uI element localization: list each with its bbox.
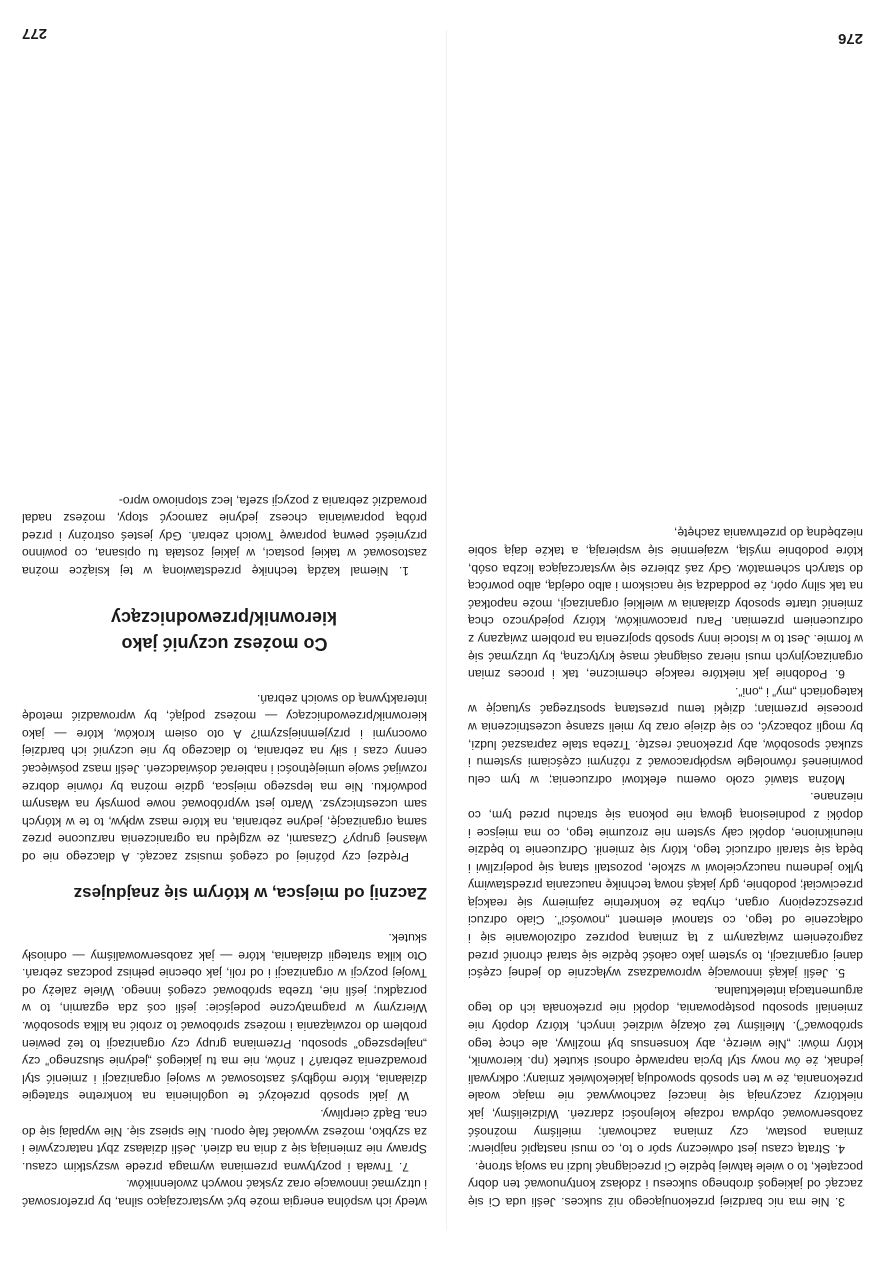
paragraph: W jaki sposób przełożyć te uogólnienia na konkretne strategie działania, które mógłbyś zastosować w swojej organizacji i zmienić styl prowadzenia zebrań? I znów, nie ma tu jakiegoś „jedynie słusznego” czy „najlepszego” sposobu. Przemiana grupy czy organizacji to też pewien problem do rozwiązania i możesz spróbować to zrobić na kilka sposobów. Wierzymy w pragmatyczne podejście: jeśli coś zda egzamin, to w porządku; jeśli nie, trzeba spróbować czegoś innego. Wiele zależy od Twojej pozycji w organizacji i od roli, jak obecnie pełnisz podczas zebrań. Oto kilka strategii działania, które — jak zaobserwowaliśmy — odniosły skutek. [22, 931, 427, 1104]
section-heading: Co możesz uczynić jako kierownik/przewodniczący [110, 607, 337, 654]
paragraph: 1. Niemal każdą technikę przedstawioną w tej książce można zastosować w takiej postaci, w jakiej została tu opisana, co powinno przynieść pewną poprawę Twoich zebrań. Gdy jesteś ostrożny i przed próbą poprawiania chcesz jedynie zamocyć stopy, możesz nadal prowadzić zebrania z pozycji szefa, lecz stopniowo wpro- [22, 493, 427, 578]
paragraph: 3. Nie ma nic bardziej przekonującego niż sukces. Jeśli uda Ci się zacząć od jakiegoś drobnego sukcesu i zdołasz kontynuować ten dobry początek, to o wiele łatwiej będzie Ci przeciągnąć ludzi na swoją stronę. [468, 1159, 863, 1209]
paragraph: 5. Jeśli jakąś innowację wprowadzasz wyłącznie do jednej części danej organizacji, to system jako całość będzie się starał chronić przed zagrożeniem związanym z tą zmianą poprzez odizolowanie się i odłączenie od tego, co stanowi element „nowości”. Ciało odrzuci przeszczepiony organ, chyba że konkretnie zajmiemy się reakcją przeciwciał; podobnie, gdy jakąś nową technikę nauczania przedstawimy tylko jednemu nauczycielowi w szkole, pozostali staną się podejrzliwi i będą się starali odrzucić tego, który się zmienił. Odrzucenie to będzie nieuniknione, dopóki cały system nie zrozumie tego, co ma miejsce i dopóki z podniesioną głową nie pokona się strachu przed tym, co nieznane. [468, 790, 863, 981]
paragraph: 4. Stratą czasu jest odwieczny spór o to, co musi nastąpić najpierw: zmiana postaw, czy zmiana zachowań; mieliśmy możność zaobserwować obydwa rodzaje kolejności zdarzeń. Widzieliśmy, jak niektórzy zaczynają się inaczej zachowywać nie mając woale przekonania, że w ten sposób spowodują jakiekolwiek zmiany; odkrywali jednak, że ów nowy styl bycia naprawdę odnosi skutek (np. kierownik, który mówi: „Nie wierzę, aby konsensus był możliwy, ale chcę tego spróbować”). Mieliśmy też okazję widzieć innych, którzy dopóty nie zmieniali sposobu postępowania, dopóki nie przekonała ich do tego argumentacja intelektualna. [468, 983, 863, 1157]
page-fold [446, 30, 447, 1230]
page-276-text [468, 524, 863, 1210]
page-277-text [22, 491, 427, 1210]
section-heading: Zacznij od miejsca, w którym się znajdujesz [73, 884, 427, 904]
page-number: 276 [837, 30, 863, 47]
paragraph: wtedy ich wspólna energia może być wystarczająco silna, by przeforsować i utrzymać innowacje oraz zyskać nowych zwolenników. [22, 1177, 427, 1209]
page-277 [22, 25, 427, 1210]
page-276 [468, 30, 863, 1210]
paragraph: Można stawić czoło owemu efektowi odrzucenia; w tym celu powinieneś równolegle współpracować z różnymi częściami systemu i szukać sposobów, aby przekonać resztę. Trzeba stale zapraszać ludzi, by mogli zobaczyć, co się dzieje oraz by mieli szansę uczestniczenia w procesie przemian; dzięki temu przestaną spostrzegać sytuację w kategoriach „my” i „oni”. [468, 684, 863, 787]
paragraph: 6. Podobnie jak niektóre reakcje chemiczne, tak i proces zmian organizacyjnych musi nieraz osiągnąć masę krytyczną, by utrzymać się w formie. Jest to w istocie inny sposób spojrzenia na problem związany z odrzuceniem przemian. Paru pracowników, którzy pojedynczo chcą zmienić utarte sposoby działania w wielkiej organizacji, może napotkać na tak silny opór, że poddadzą się naciskom i albo odejdą, albo powrócą do starych schematów. Gdy zaś zbierze się wystarczająca liczba osób, które podobnie myślą, wzajemnie się wspierają, a także dają sobie niezbędną do przetrwania zachętę, [468, 526, 863, 682]
page-number: 277 [22, 25, 48, 42]
paragraph: Prędzej czy później od czegoś musisz zacząć. A dlaczego nie od własnej grupy? Czasami, ze względu na ograniczenia narzucone przez samą organizację, jedyne zebrania, na które masz wpływ, to te w których sam uczestniczysz. Warto jest wypróbować nowe pomysły na własnym podwórku. Nie ma lepszego miejsca, gdzie można by równie dobrze rozwijać swoje umiejętności i nabierać doświadczeń. Jeśli masz poświęcać cenny czas i siły na zebrania, to dlaczego by nie uczynić ich bardziej owocnymi i przyjemniejszymi? A oto osiem kroków, które — jako kierownik/przewodniczący — możesz podjąć, by wprowadzić metodę interaktywną do swoich zebrań. [22, 691, 427, 864]
paragraph: 7. Trwała i pozytywna przemiana wymaga przede wszystkim czasu. Sprawy nie zmieniają się z dnia na dzień. Jeśli działasz zbyt natarczywie i za szybko, możesz wywołać falę oporu. Nie spiesz się. Nie wypalaj się do cna. Bądź cierpliwy. [22, 1107, 427, 1174]
